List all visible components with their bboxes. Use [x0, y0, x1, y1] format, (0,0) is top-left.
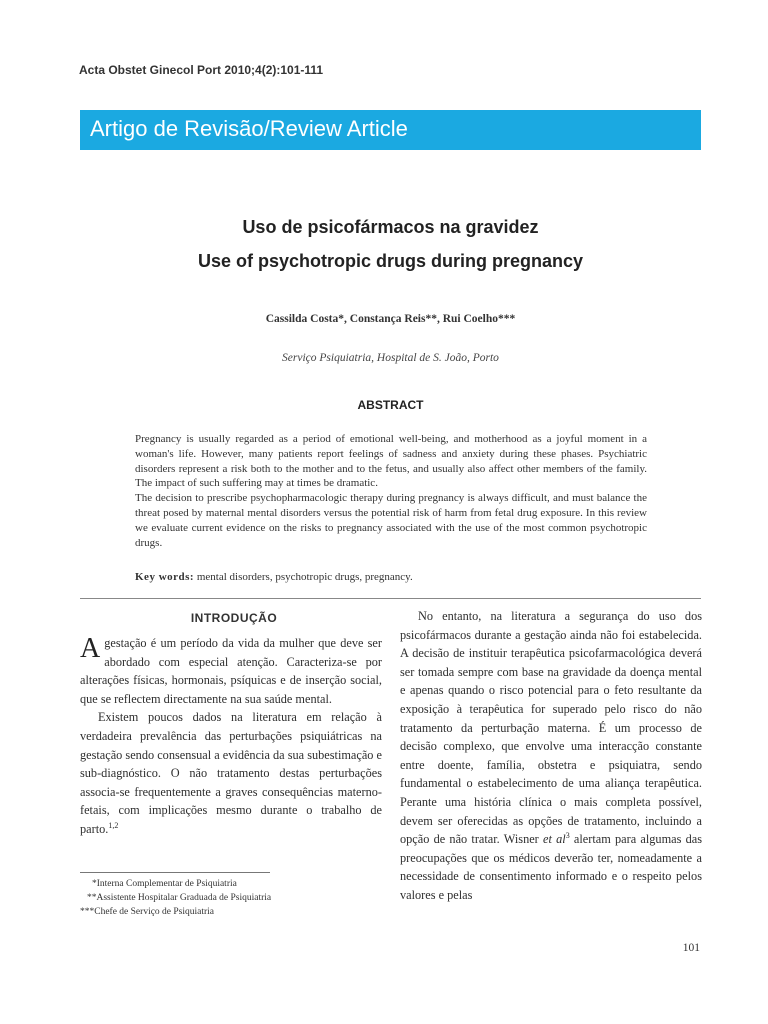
article-type-banner: [80, 110, 701, 150]
drop-cap: A: [80, 633, 101, 664]
title-english: Use of psychotropic drugs during pregnancy: [197, 251, 584, 271]
keywords-list: mental disorders, psychotropic drugs, pregnancy.: [196, 571, 413, 583]
abstract-paragraph: The decision to prescribe psychopharmacologic therapy during pregnancy is always difficult, and must balance the threat posed by maternal mental disorders versus the potential risk of harm from fetal drug exposure. In this review we evaluate current evidence on the risks to pregnancy associated with the use of the most common psychotropic drugs.: [135, 492, 647, 549]
body-column-right: [400, 607, 702, 905]
author-list: Cassilda Costa*, Constança Reis**, Rui Coelho***: [265, 313, 516, 325]
paragraph-text: Existem poucos dados na literatura em relação à verdadeira prevalência das perturbações psiquiátricas na gestação sendo consensual a evidência da sua subestimação e sub-diagnóstico. O não tratamento destas perturbações associa-se frequentemente a graves consequências materno-fetais, com implicações mesmo durante o trabalho de parto.: [80, 710, 382, 836]
keywords-label: Key words:: [135, 571, 195, 583]
author-affiliation: Serviço Psiquiatria, Hospital de S. João, Porto: [282, 352, 499, 364]
footnote: **Assistente Hospitalar Graduada de Psiquiatria: [87, 893, 272, 903]
et-al: et al: [543, 832, 566, 847]
abstract-paragraph: Pregnancy is usually regarded as a period of emotional well-being, and motherhood as a joyful moment in a woman's life. However, many patients report feelings of sadness and anxiety during these phases. Psychiatric disorders represent a risk both to the mother and to the fetus, and usually also affect other members of the family. The impact of such suffering may at times be dramatic.: [135, 433, 647, 490]
page-number: 101: [682, 942, 700, 954]
title-portuguese: Uso de psicofármacos na gravidez: [242, 217, 539, 237]
footnote-divider: [80, 872, 270, 873]
footnote: ***Chefe de Serviço de Psiquiatria: [80, 907, 215, 917]
paragraph-text: gestação é um período da vida da mulher que deve ser abordado com especial atenção. Caracteriza-se por alterações físicas, hormonais, psíquicas e de inserção social, que se reflectem directamente na sua saúde mental.: [80, 636, 382, 706]
citation-ref: 1,2: [108, 820, 119, 830]
paragraph-text: No entanto, na literatura a segurança do uso dos psicofármacos durante a gestação ainda não foi estabelecida. A decisão de instituir terapêutica psicofarmacológica deverá ser tomada sempre com base na gravidade da doença mental e apenas quando o risco potencial para o feto resultante da exposição à terapêutica for superado pelo risco do não tratamento da perturbação materna. É um processo de decisão complexo, que envolve uma interacção constante entre doente, família, obstetra e psiquiatra, sendo fundamental o estabelecimento de uma aliança terapêutica. Perante uma história clínica o mais completa possível, devem ser oferecidas as opções de tratamento, incluindo a opção de não tratar. Wisner: [400, 609, 702, 847]
abstract-heading: ABSTRACT: [357, 398, 424, 412]
body-paragraph: [80, 708, 382, 838]
citation-ref: 3: [565, 831, 570, 841]
journal-reference: Acta Obstet Ginecol Port 2010;4(2):101-111: [79, 63, 324, 77]
body-paragraph: [400, 607, 702, 905]
body-column-left: [80, 634, 382, 839]
abstract-text: [135, 432, 647, 550]
paragraph-text: alertam para algumas das preocupações que os médicos deverão ter, nomeadamente a necessidade de consentimento informado e o respeito pelos valores e pelas: [400, 832, 703, 902]
keywords: [135, 571, 647, 583]
section-divider: [80, 598, 701, 599]
body-paragraph: [80, 634, 382, 708]
introduction-heading: INTRODUÇÃO: [190, 611, 278, 625]
article-type-label: Artigo de Revisão/Review Article: [90, 116, 408, 141]
footnote: *Interna Complementar de Psiquiatria: [92, 879, 237, 889]
footnotes: [80, 877, 380, 919]
